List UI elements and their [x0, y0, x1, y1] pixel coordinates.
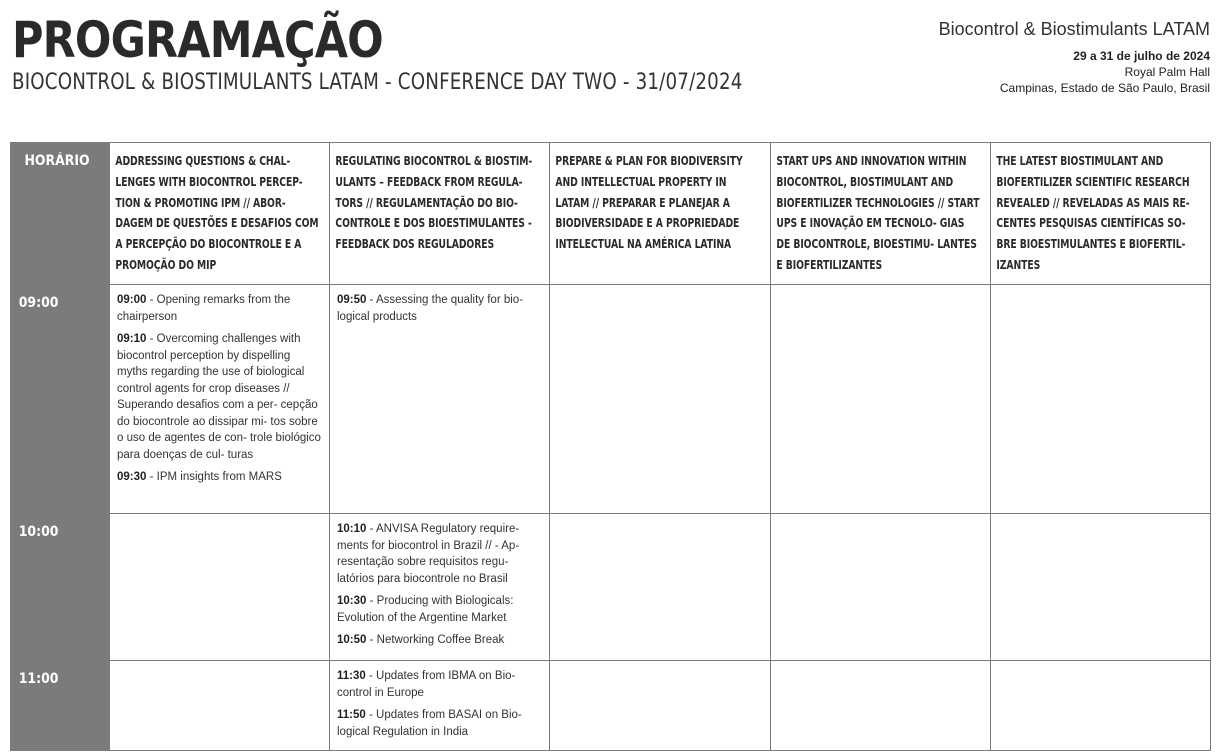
session-time: 09:30	[117, 471, 147, 483]
session-cell	[330, 514, 550, 661]
session-title: Networking Coffee Break	[376, 634, 505, 646]
session-title: ANVISA Regulatory require- ments for biocontrol in Brazil // - Ap- resentação sobre requisitos regu- latórios para biocontrole no Brasil	[337, 523, 520, 585]
session-cell	[110, 661, 330, 751]
session-title: Updates from BASAI on Bio- logical Regulation in India	[337, 709, 522, 738]
page-subtitle: BIOCONTROL & BIOSTIMULANTS LATAM - CONFERENCE DAY TWO - 31/07/2024	[12, 70, 743, 95]
session-entry: 09:10 - Overcoming challenges with biocontrol perception by dispelling myths regarding the use of biological control agents for crop diseases // Superando desafios com a per- cepção do biocontrole ao dissipar mi- tos sobre o uso de agentes de con- trole biológico para doenças de cul- turas	[117, 333, 321, 461]
session-time: 10:50	[337, 634, 367, 646]
session-time: 11:50	[337, 709, 366, 721]
time-cell	[11, 514, 110, 661]
session-cell	[991, 661, 1211, 751]
session-cell	[991, 285, 1211, 514]
session-entry: 11:30 - Updates from IBMA on Bio- control in Europe	[337, 670, 516, 699]
session-cell	[330, 661, 550, 751]
session-cell	[110, 514, 330, 661]
track-title: REGULATING BIOCONTROL & BIOSTIM- ULANTS – FEEDBACK FROM REGULA- TORS // REGULAMENTAÇÃO DO BIO- CONTROLE E DOS BIOESTIMULANTES - FEEDBACK DOS REGULADORES	[335, 154, 533, 252]
session-entry: 11:50 - Updates from BASAI on Bio- logical Regulation in India	[337, 709, 522, 738]
session-entry: 10:50 - Networking Coffee Break	[337, 634, 505, 646]
page-title: PROGRAMAÇÃO	[12, 11, 383, 69]
session-title: Updates from IBMA on Bio- control in Europe	[337, 670, 516, 699]
session-cell	[550, 514, 771, 661]
table-row-1000	[11, 514, 1211, 661]
session-cell	[550, 661, 771, 751]
time-header-label: HORÁRIO	[24, 153, 90, 169]
track-title: THE LATEST BIOSTIMULANT AND BIOFERTILIZER SCIENTIFIC RESEARCH REVEALED // REVELADAS AS MAIS RE- CENTES PESQUISAS CIENTÍFICAS SO- BRE BIOESTIMULANTES E BIOFERTIL- IZANTES	[996, 154, 1190, 272]
session-entry: 10:10 - ANVISA Regulatory require- ments for biocontrol in Brazil // - Ap- resentação sobre requisitos regu- latórios para biocontrole no Brasil	[337, 523, 520, 585]
session-time: 09:50	[337, 294, 367, 306]
session-title: Opening remarks from the chairperson	[117, 294, 291, 323]
session-cell	[771, 285, 991, 514]
table-row-0900	[11, 285, 1211, 514]
track-header-3	[550, 143, 771, 285]
session-entry: 09:00 - Opening remarks from the chairperson	[117, 294, 291, 323]
session-entry: 09:30 - IPM insights from MARS	[117, 471, 282, 483]
session-title: Overcoming challenges with biocontrol perception by dispelling myths regarding the use of biological control agents for crop diseases // Superando desafios com a per- cepção do biocontrole ao dissipar mi- tos sobre o uso de agentes de con- trole biológico para doenças de cul- turas	[117, 333, 321, 461]
time-cell	[11, 661, 110, 751]
table-header-row	[11, 143, 1211, 285]
session-time: 10:10	[337, 523, 367, 535]
schedule-table	[10, 142, 1211, 751]
track-header-5	[991, 143, 1211, 285]
session-title: IPM insights from MARS	[156, 471, 282, 483]
session-entry: 09:50 - Assessing the quality for bio- logical products	[337, 294, 524, 323]
session-title: Assessing the quality for bio- logical products	[337, 294, 524, 323]
event-dates: 29 a 31 de julho de 2024	[1073, 49, 1210, 63]
event-venue: Royal Palm Hall	[1124, 65, 1210, 79]
session-title: Producing with Biologicals: Evolution of the Argentine Market	[337, 595, 514, 624]
time-cell	[11, 285, 110, 514]
track-title: START UPS AND INNOVATION WITHIN BIOCONTROL, BIOSTIMULANT AND BIOFERTILIZER TECHNOLOGIES // START UPS E INOVAÇÃO EM TECNOLO- GIAS DE BIOCONTROLE, BIOESTIMU- LANTES E BIOFERTILIZANTES	[776, 154, 980, 272]
session-cell	[771, 514, 991, 661]
time-header-cell	[11, 143, 110, 285]
session-cell	[771, 661, 991, 751]
event-location: Campinas, Estado de São Paulo, Brasil	[999, 81, 1210, 95]
session-cell	[330, 285, 550, 514]
session-cell	[110, 285, 330, 514]
time-label: 09:00	[18, 295, 59, 311]
track-header-2	[330, 143, 550, 285]
session-entry: 10:30 - Producing with Biologicals: Evolution of the Argentine Market	[337, 595, 514, 624]
session-time: 09:00	[117, 294, 147, 306]
track-header-4	[771, 143, 991, 285]
track-header-1	[110, 143, 330, 285]
time-label: 10:00	[18, 524, 59, 540]
track-title: PREPARE & PLAN FOR BIODIVERSITY AND INTELLECTUAL PROPERTY IN LATAM // PREPARAR E PLANEJAR A BIODIVERSIDADE E A PROPRIEDADE INTELECTUAL NA AMÉRICA LATINA	[555, 154, 743, 252]
session-cell	[991, 514, 1211, 661]
session-cell	[550, 285, 771, 514]
event-name: Biocontrol & Biostimulants LATAM	[938, 19, 1210, 39]
session-time: 10:30	[337, 595, 367, 607]
table-row-1100	[11, 661, 1211, 751]
time-label: 11:00	[18, 671, 59, 687]
track-title: ADDRESSING QUESTIONS & CHAL- LENGES WITH BIOCONTROL PERCEP- TION & PROMOTING IPM // ABOR- DAGEM DE QUESTÕES E DESAFIOS COM A PERCEPÇÃO DO BIOCONTROLE E A PROMOÇÃO DO MIP	[115, 154, 319, 272]
session-time: 11:30	[337, 670, 366, 682]
session-time: 09:10	[117, 333, 147, 345]
